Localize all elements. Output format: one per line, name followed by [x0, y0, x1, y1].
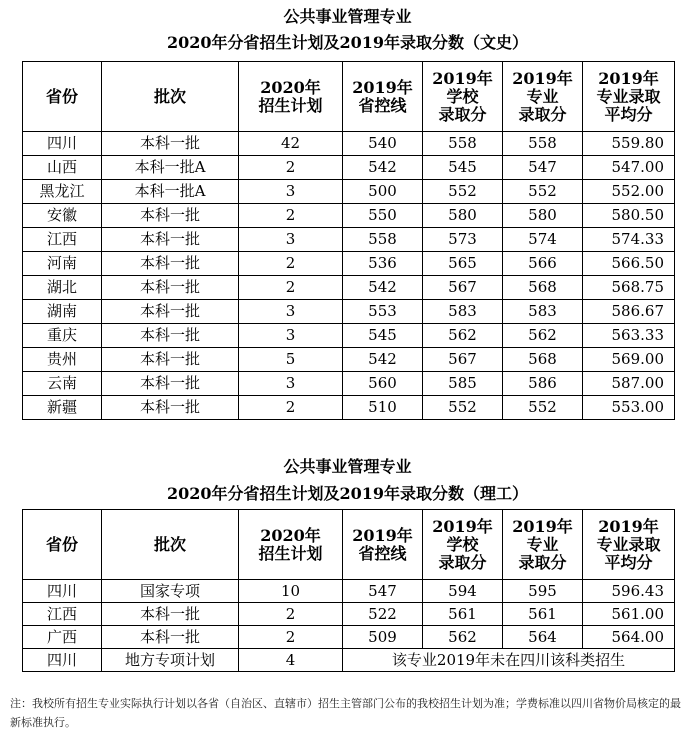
- table-cell: 本科一批: [102, 228, 239, 252]
- table-cell: 587.00: [583, 372, 675, 396]
- table-cell: 550: [343, 204, 423, 228]
- table-cell: 本科一批: [102, 324, 239, 348]
- table-row: [23, 372, 675, 396]
- table-cell: 江西: [23, 228, 102, 252]
- table-cell: 553.00: [583, 396, 675, 420]
- column-header: 批次: [102, 62, 239, 132]
- table-row: [23, 626, 675, 649]
- table-cell: 586.67: [583, 300, 675, 324]
- table-row: [23, 603, 675, 626]
- table-cell: 本科一批: [102, 348, 239, 372]
- table-cell: 本科一批: [102, 372, 239, 396]
- table-cell: 574.33: [583, 228, 675, 252]
- table-cell: 580: [503, 204, 583, 228]
- table-cell: 562: [423, 324, 503, 348]
- table-cell: 574: [503, 228, 583, 252]
- table-row: [23, 252, 675, 276]
- column-header: 2019年 学校 录取分: [423, 62, 503, 132]
- table-cell: 本科一批: [102, 396, 239, 420]
- table-cell: 贵州: [23, 348, 102, 372]
- table-cell: 583: [503, 300, 583, 324]
- table-cell: 586: [503, 372, 583, 396]
- table-cell: 安徽: [23, 204, 102, 228]
- footnote: 注：我校所有招生专业实际执行计划以各省（自治区、直辖市）招生主管部门公布的我校招生计划为准；学费标准以四川省物价局核定的最新标准执行。: [10, 697, 681, 729]
- table-cell: 552: [423, 180, 503, 204]
- table-cell: 黑龙江: [23, 180, 102, 204]
- table-row: [23, 649, 675, 672]
- table-cell: 561: [423, 603, 503, 626]
- table-cell: 3: [239, 324, 343, 348]
- column-header: 2020年 招生计划: [239, 62, 343, 132]
- table-cell: 地方专项计划: [102, 649, 239, 672]
- table-cell: 568.75: [583, 276, 675, 300]
- table-cell: 3: [239, 228, 343, 252]
- table-cell: 542: [343, 348, 423, 372]
- table-cell: 559.80: [583, 132, 675, 156]
- column-header: 2019年 专业录取 平均分: [583, 62, 675, 132]
- admission-table-science: [22, 509, 675, 672]
- table-cell: 583: [423, 300, 503, 324]
- table-cell: 本科一批A: [102, 180, 239, 204]
- table-cell: 510: [343, 396, 423, 420]
- table-cell: 545: [343, 324, 423, 348]
- table-cell: 湖南: [23, 300, 102, 324]
- table-cell: 563.33: [583, 324, 675, 348]
- table-cell: 565: [423, 252, 503, 276]
- table1-subtitle: 2020年分省招生计划及2019年录取分数（文史）: [166, 33, 529, 52]
- table-cell: 本科一批: [102, 603, 239, 626]
- table-cell: 560: [343, 372, 423, 396]
- table-cell: 湖北: [23, 276, 102, 300]
- table-row: [23, 348, 675, 372]
- table-row: [23, 132, 675, 156]
- table-cell: 552: [423, 396, 503, 420]
- not-enrolled-note: 该专业2019年未在四川该科类招生: [343, 649, 675, 672]
- table-cell: 573: [423, 228, 503, 252]
- table-cell: 山西: [23, 156, 102, 180]
- table-cell: 3: [239, 372, 343, 396]
- table-cell: 本科一批: [102, 626, 239, 649]
- table-cell: 本科一批: [102, 300, 239, 324]
- table-cell: 552: [503, 180, 583, 204]
- column-header: 2019年 学校 录取分: [423, 510, 503, 580]
- table-cell: 567: [423, 276, 503, 300]
- admission-table-liberal-arts: [22, 61, 675, 420]
- table-cell: 553: [343, 300, 423, 324]
- table-cell: 4: [239, 649, 343, 672]
- column-header: 2020年 招生计划: [239, 510, 343, 580]
- table-cell: 562: [503, 324, 583, 348]
- table-row: [23, 300, 675, 324]
- table-cell: 10: [239, 580, 343, 603]
- table-cell: 568: [503, 348, 583, 372]
- table-cell: 567: [423, 348, 503, 372]
- table-cell: 四川: [23, 580, 102, 603]
- table-cell: 545: [423, 156, 503, 180]
- table-row: [23, 156, 675, 180]
- table-cell: 江西: [23, 603, 102, 626]
- column-header: 2019年 专业 录取分: [503, 62, 583, 132]
- table-row: [23, 228, 675, 252]
- table-cell: 本科一批: [102, 276, 239, 300]
- table-cell: 522: [343, 603, 423, 626]
- table-cell: 四川: [23, 649, 102, 672]
- table-cell: 广西: [23, 626, 102, 649]
- header-row: [23, 510, 675, 580]
- column-header: 2019年 专业录取 平均分: [583, 510, 675, 580]
- table-cell: 566.50: [583, 252, 675, 276]
- table-cell: 新疆: [23, 396, 102, 420]
- column-header: 批次: [102, 510, 239, 580]
- table-row: [23, 276, 675, 300]
- table-row: [23, 180, 675, 204]
- table-cell: 四川: [23, 132, 102, 156]
- table-row: [23, 580, 675, 603]
- table-cell: 本科一批A: [102, 156, 239, 180]
- table2-subtitle: 2020年分省招生计划及2019年录取分数（理工）: [166, 484, 529, 503]
- table-cell: 558: [343, 228, 423, 252]
- table-cell: 552.00: [583, 180, 675, 204]
- table-cell: 568: [503, 276, 583, 300]
- table-cell: 580: [423, 204, 503, 228]
- table-row: [23, 204, 675, 228]
- table1-title: 公共事业管理专业: [283, 7, 412, 26]
- table-cell: 547: [343, 580, 423, 603]
- table-cell: 561: [503, 603, 583, 626]
- column-header: 2019年 省控线: [343, 510, 423, 580]
- table-cell: 580.50: [583, 204, 675, 228]
- table-cell: 2: [239, 252, 343, 276]
- table-cell: 552: [503, 396, 583, 420]
- table-cell: 本科一批: [102, 204, 239, 228]
- table-cell: 542: [343, 276, 423, 300]
- table-cell: 2: [239, 276, 343, 300]
- table2-title: 公共事业管理专业: [283, 457, 412, 476]
- table-cell: 500: [343, 180, 423, 204]
- header-row: [23, 62, 675, 132]
- table-cell: 561.00: [583, 603, 675, 626]
- table-cell: 2: [239, 603, 343, 626]
- table-cell: 河南: [23, 252, 102, 276]
- table-cell: 5: [239, 348, 343, 372]
- table-row: [23, 324, 675, 348]
- table-cell: 3: [239, 180, 343, 204]
- column-header: 省份: [23, 510, 102, 580]
- table-cell: 562: [423, 626, 503, 649]
- table-cell: 596.43: [583, 580, 675, 603]
- table-cell: 558: [503, 132, 583, 156]
- table-cell: 重庆: [23, 324, 102, 348]
- column-header: 省份: [23, 62, 102, 132]
- table-cell: 2: [239, 204, 343, 228]
- table-cell: 本科一批: [102, 132, 239, 156]
- table-cell: 547.00: [583, 156, 675, 180]
- table-cell: 595: [503, 580, 583, 603]
- table-cell: 536: [343, 252, 423, 276]
- table-cell: 569.00: [583, 348, 675, 372]
- table-cell: 2: [239, 396, 343, 420]
- table-cell: 564: [503, 626, 583, 649]
- table-cell: 542: [343, 156, 423, 180]
- table-cell: 2: [239, 156, 343, 180]
- table-cell: 558: [423, 132, 503, 156]
- table-cell: 云南: [23, 372, 102, 396]
- column-header: 2019年 省控线: [343, 62, 423, 132]
- table-cell: 540: [343, 132, 423, 156]
- table-cell: 509: [343, 626, 423, 649]
- table-cell: 3: [239, 300, 343, 324]
- table-cell: 566: [503, 252, 583, 276]
- table-cell: 国家专项: [102, 580, 239, 603]
- table-cell: 本科一批: [102, 252, 239, 276]
- table-cell: 594: [423, 580, 503, 603]
- table-cell: 42: [239, 132, 343, 156]
- table-cell: 585: [423, 372, 503, 396]
- table-cell: 2: [239, 626, 343, 649]
- table-row: [23, 396, 675, 420]
- table-cell: 547: [503, 156, 583, 180]
- table-cell: 564.00: [583, 626, 675, 649]
- column-header: 2019年 专业 录取分: [503, 510, 583, 580]
